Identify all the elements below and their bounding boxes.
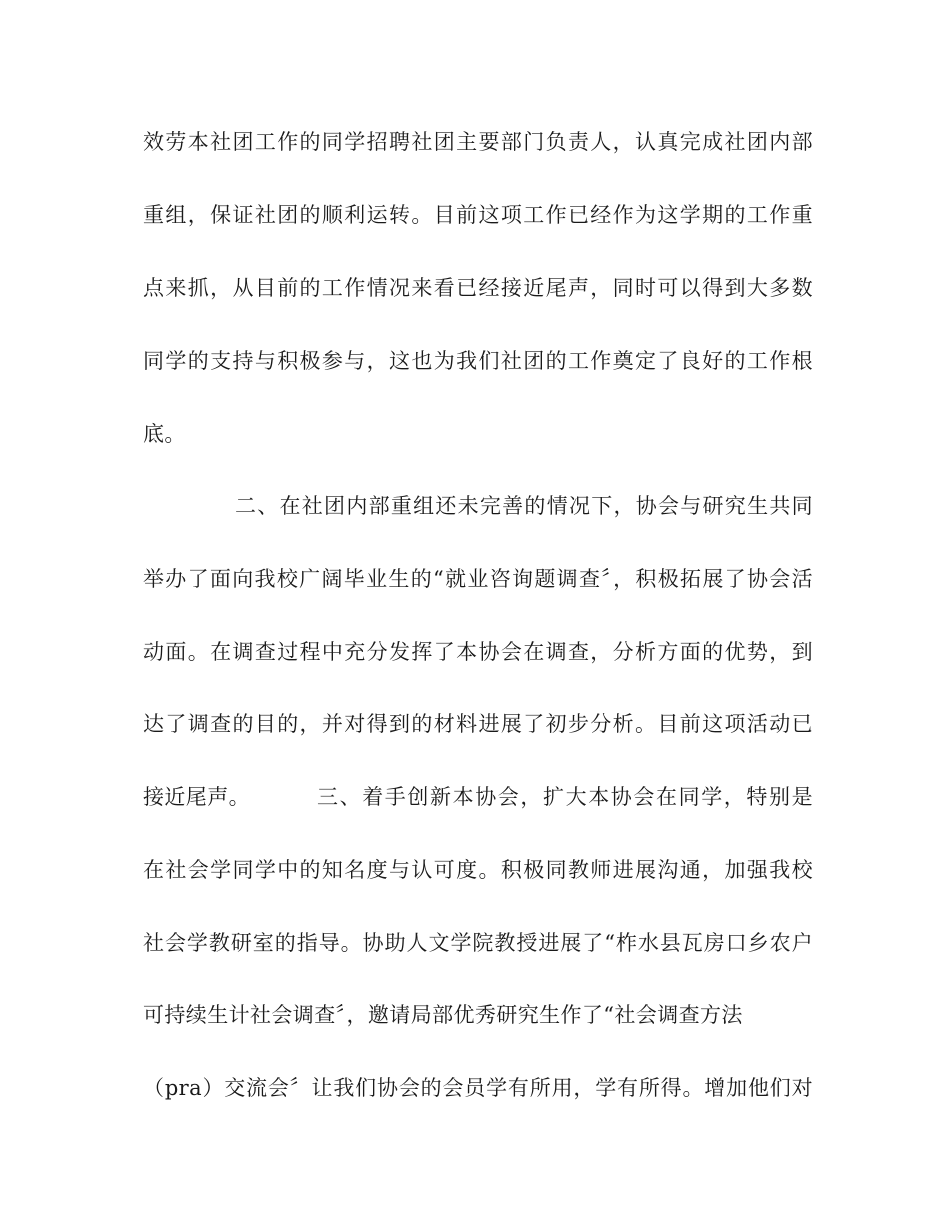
paragraph-line: 在社会学同学中的知名度与认可度。积极同教师进展沟通，加强我校 [143,858,813,882]
paragraph-line: 举办了面向我校广阔毕业生的“就业咨询题调查〞，积极拓展了协会活 [143,567,813,591]
paragraph-line: 动面。在调查过程中充分发挥了本协会在调查，分析方面的优势，到 [143,640,813,664]
paragraph-line: （pra）交流会〞让我们协会的会员学有所用，学有所得。增加他们对 [143,1076,813,1100]
paragraph-line: 社会学教研室的指导。协助人文学院教授进展了“柞水县瓦房口乡农户 [143,931,813,955]
paragraph-line: 底。 [143,422,186,446]
paragraph-line: 同学的支持与积极参与，这也为我们社团的工作奠定了良好的工作根 [143,349,813,373]
paragraph-line: 点来抓，从目前的工作情况来看已经接近尾声，同时可以得到大多数 [143,276,813,300]
section-2-heading-line: 二、在社团内部重组还未完善的情况下，协会与研究生共同 [235,494,813,518]
paragraph-line: 重组，保证社团的顺利运转。目前这项工作已经作为这学期的工作重 [143,203,813,227]
paragraph-line: 效劳本社团工作的同学招聘社团主要部门负责人，认真完成社团内部 [143,130,813,154]
section-3-heading-line: 三、着手创新本协会，扩大本协会在同学，特别是 [317,785,813,809]
paragraph-line: 接近尾声。 [143,785,250,809]
paragraph-line: 可持续生计社会调查〞，邀请局部优秀研究生作了“社会调查方法 [143,1003,743,1027]
paragraph-line: 达了调查的目的，并对得到的材料进展了初步分析。目前这项活动已 [143,712,813,736]
